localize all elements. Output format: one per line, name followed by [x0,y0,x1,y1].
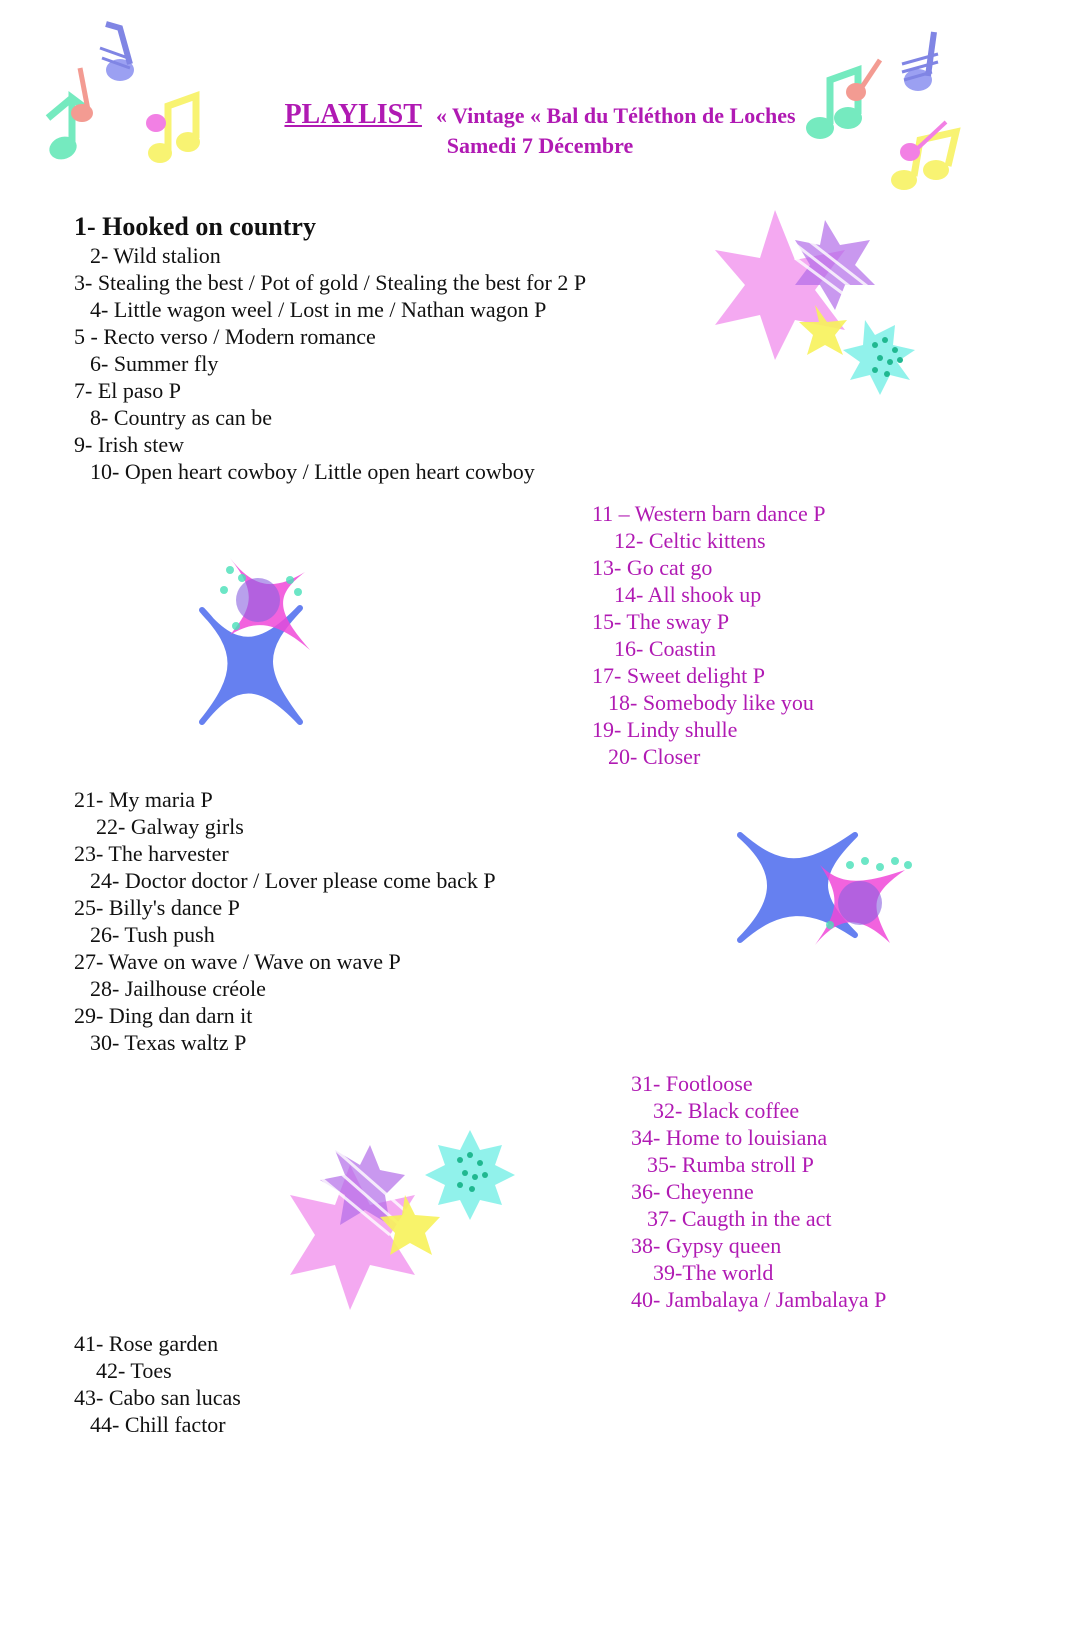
list-item: 5 - Recto verso / Modern romance [74,324,376,349]
list-item: 38- Gypsy queen [631,1233,782,1258]
list-item: 42- Toes [96,1358,172,1383]
list-item: 43- Cabo san lucas [74,1385,241,1410]
list-item: 44- Chill factor [90,1412,226,1437]
list-item: 1- Hooked on country [74,212,316,241]
sparkle-cluster-icon [190,550,330,740]
list-item: 12- Celtic kittens [614,528,766,553]
list-item: 37- Caugth in the act [647,1206,832,1231]
list-item: 8- Country as can be [90,405,273,430]
playlist-block-1 [74,212,586,485]
sparkle-cluster-icon [730,825,920,955]
playlist-block-2 [592,500,825,770]
list-item: 27- Wave on wave / Wave on wave P [74,949,401,974]
list-item: 21- My maria P [74,787,213,812]
list-item: 24- Doctor doctor / Lover please come back P [90,868,496,893]
list-item: 39-The world [653,1260,774,1285]
list-item: 16- Coastin [614,636,717,661]
list-item: 28- Jailhouse créole [90,976,266,1001]
playlist-block-5 [74,1330,241,1438]
playlist-title: PLAYLIST [284,99,422,130]
list-item: 6- Summer fly [90,351,219,376]
list-item: 25- Billy's dance P [74,895,240,920]
playlist-block-4 [631,1070,886,1313]
star-cluster-icon [715,210,935,410]
list-item: 11 – Western barn dance P [592,501,826,526]
list-item: 36- Cheyenne [631,1179,754,1204]
list-item: 15- The sway P [592,609,730,634]
star-cluster-icon [280,1125,515,1320]
list-item: 23- The harvester [74,841,229,866]
list-item: 14- All shook up [614,582,762,607]
list-item: 26- Tush push [90,922,215,947]
list-item: 22- Galway girls [96,814,244,839]
list-item: 10- Open heart cowboy / Little open heart cowboy [90,459,535,484]
list-item: 20- Closer [608,744,701,769]
playlist-block-3 [74,786,496,1056]
list-item: 17- Sweet delight P [592,663,765,688]
list-item: 41- Rose garden [74,1331,219,1356]
list-item: 7- El paso P [74,378,181,403]
list-item: 18- Somebody like you [608,690,814,715]
list-item: 30- Texas waltz P [90,1030,247,1055]
list-item: 4- Little wagon weel / Lost in me / Nathan wagon P [90,297,547,322]
list-item: 3- Stealing the best / Pot of gold / Stealing the best for 2 P [74,270,587,295]
list-item: 35- Rumba stroll P [647,1152,814,1177]
event-date: Samedi 7 Décembre [446,133,634,158]
list-item: 32- Black coffee [653,1098,800,1123]
music-notes-icon [800,20,980,200]
list-item: 31- Footloose [631,1071,753,1096]
list-item: 2- Wild stalion [90,243,221,268]
list-item: 13- Go cat go [592,555,713,580]
list-item: 19- Lindy shulle [592,717,738,742]
list-item: 9- Irish stew [74,432,184,457]
list-item: 34- Home to louisiana [631,1125,828,1150]
event-title: « Vintage « Bal du Téléthon de Loches [435,103,796,128]
music-notes-icon [28,18,218,188]
list-item: 40- Jambalaya / Jambalaya P [631,1287,887,1312]
list-item: 29- Ding dan darn it [74,1003,253,1028]
